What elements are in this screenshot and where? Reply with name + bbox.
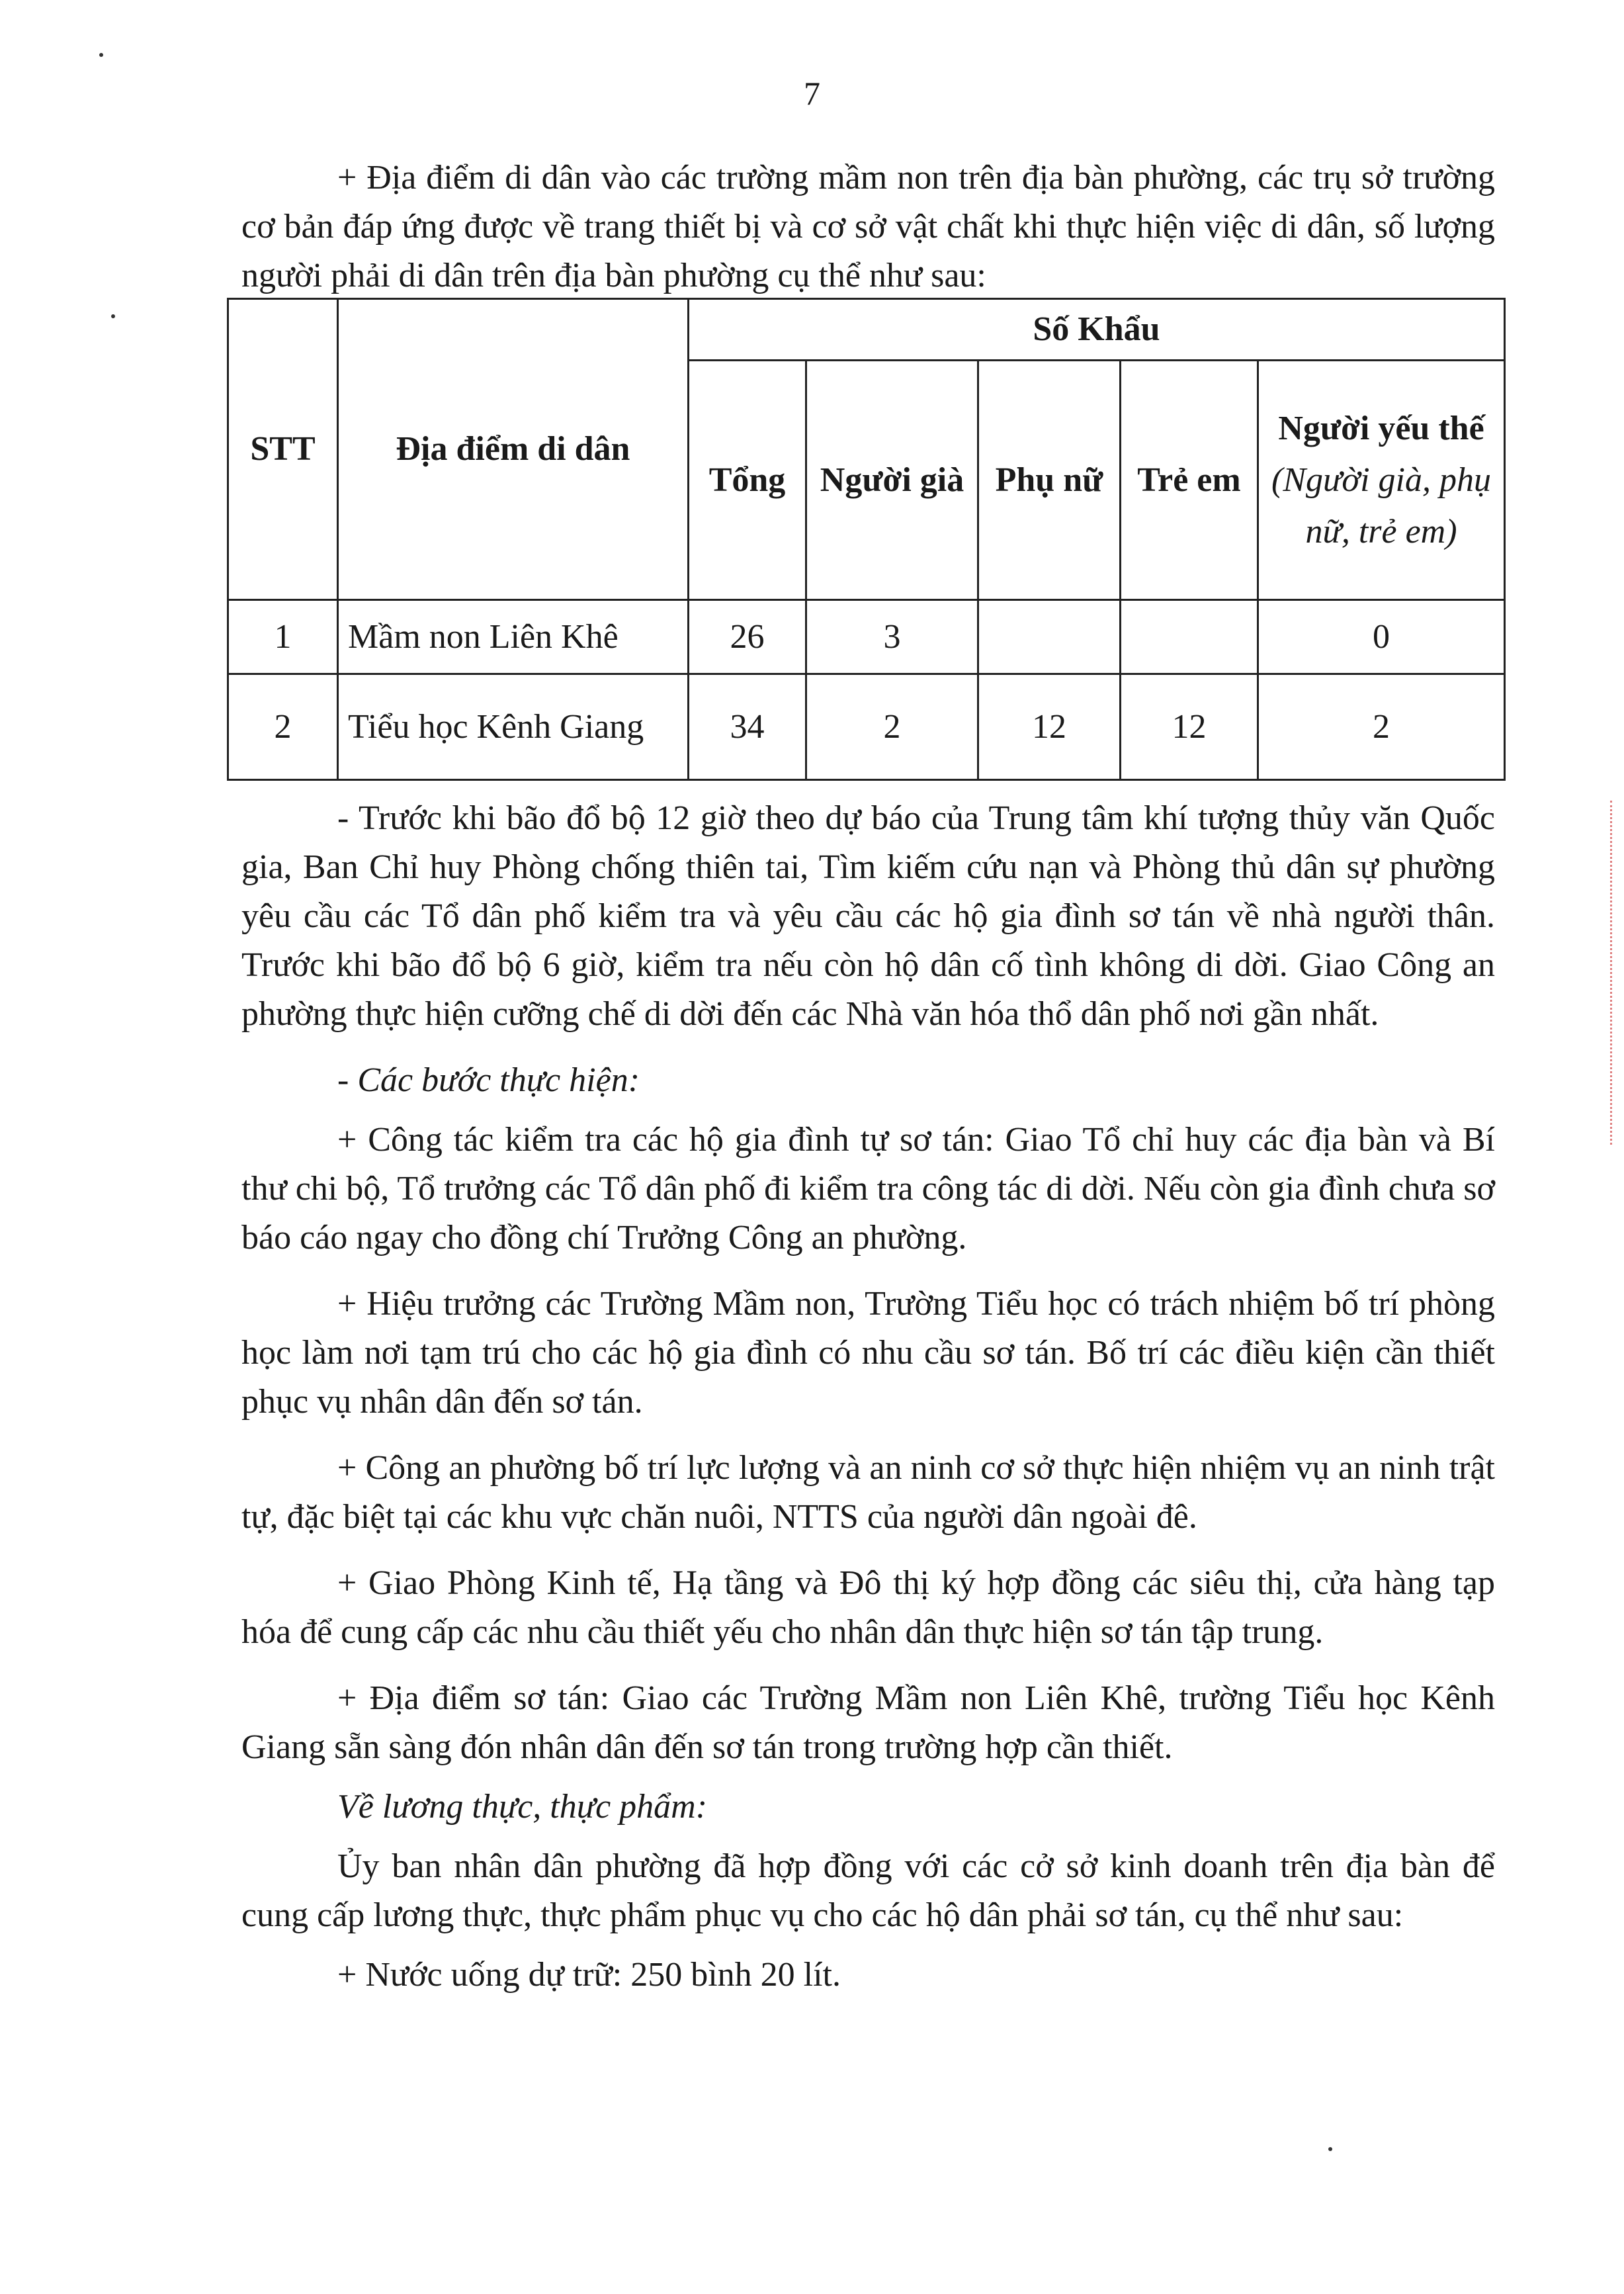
table-row	[228, 674, 1505, 780]
cell-stt: 1	[228, 600, 338, 674]
paragraph-food-heading: Về lương thực, thực phẩm:	[337, 1788, 708, 1826]
population-table	[227, 298, 1506, 781]
scan-speck	[99, 53, 103, 57]
cell-location: Mầm non Liên Khê	[338, 600, 689, 674]
scan-speck	[111, 314, 115, 318]
cell-total: 34	[689, 674, 806, 780]
table-header-row-1	[228, 299, 1505, 361]
header-vulnerable	[1258, 361, 1505, 600]
table-row	[228, 600, 1505, 674]
header-vulnerable-note: (Người già, phụ nữ, trẻ em)	[1271, 461, 1492, 551]
cell-total: 26	[689, 600, 806, 674]
cell-vulnerable: 0	[1258, 600, 1505, 674]
paragraph-school-principals: + Hiệu trưởng các Trường Mầm non, Trường Tiểu học có trách nhiệm bố trí phòng học làm nơi tạm trú cho các hộ gia đình có nhu cầu sơ tán. Bố trí các điều kiện cần thiết phục vụ nhân dân đến sơ tán.	[241, 1285, 1495, 1421]
header-population-group: Số Khẩu	[689, 299, 1505, 361]
paragraph-pre-storm: - Trước khi bão đổ bộ 12 giờ theo dự báo của Trung tâm khí tượng thủy văn Quốc gia, Ban Chỉ huy Phòng chống thiên tai, Tìm kiếm cứu nạn và Phòng thủ dân sự phường yêu cầu các Tổ dân phố kiểm tra và yêu cầu các hộ gia đình sơ tán về nhà người thân. Trước khi bão đổ bộ 6 giờ, kiểm tra nếu còn hộ dân cố tình không di dời. Giao Công an phường thực hiện cưỡng chế di dời đến các Nhà văn hóa thổ dân phố nơi gần nhất.	[241, 799, 1495, 1033]
header-elderly: Người già	[806, 361, 978, 600]
cell-vulnerable: 2	[1258, 674, 1505, 780]
cell-stt: 2	[228, 674, 338, 780]
cell-elderly: 2	[806, 674, 978, 780]
body-section	[241, 794, 1495, 2000]
paragraph-household-check: + Công tác kiểm tra các hộ gia đình tự sơ tán: Giao Tổ chỉ huy các địa bàn và Bí thư chi bộ, Tổ trưởng các Tổ dân phố đi kiểm tra công tác di dời. Nếu còn gia đình chưa sơ báo cáo ngay cho đồng chí Trưởng Công an phường.	[241, 1121, 1495, 1257]
paragraph-police: + Công an phường bố trí lực lượng và an ninh cơ sở thực hiện nhiệm vụ an ninh trật tự, đặc biệt tại các khu vực chăn nuôi, NTTS của người dân ngoài đê.	[241, 1449, 1495, 1536]
header-vulnerable-label: Người yếu thế	[1278, 409, 1484, 447]
header-children: Trẻ em	[1121, 361, 1258, 600]
evacuation-table	[227, 298, 1504, 781]
cell-women	[978, 600, 1121, 674]
cell-children	[1121, 600, 1258, 674]
paragraph-steps-heading: - Các bước thực hiện:	[337, 1061, 640, 1099]
paragraph-evacuation-sites: + Địa điểm sơ tán: Giao các Trường Mầm non Liên Khê, trường Tiểu học Kênh Giang sẵn sàng đón nhân dân đến sơ tán trong trường hợp cần thiết.	[241, 1679, 1495, 1766]
paragraph-water-reserve: + Nước uống dự trữ: 250 bình 20 lít.	[337, 1956, 841, 1994]
margin-stamp-mark	[1610, 801, 1624, 1145]
page-number: 7	[804, 75, 820, 112]
intro-section	[241, 154, 1495, 300]
scan-speck	[1328, 2147, 1332, 2151]
header-stt: STT	[228, 299, 338, 600]
header-location: Địa điểm di dân	[338, 299, 689, 600]
cell-location: Tiểu học Kênh Giang	[338, 674, 689, 780]
header-total: Tổng	[689, 361, 806, 600]
intro-paragraph: + Địa điểm di dân vào các trường mầm non trên địa bàn phường, các trụ sở trường cơ bản đáp ứng được về trang thiết bị và cơ sở vật chất khi thực hiện việc di dân, số lượng người phải di dân trên địa bàn phường cụ thể như sau:	[241, 159, 1495, 294]
paragraph-economic-office: + Giao Phòng Kinh tế, Hạ tầng và Đô thị ký hợp đồng các siêu thị, cửa hàng tạp hóa để cung cấp các nhu cầu thiết yếu cho nhân dân thực hiện sơ tán tập trung.	[241, 1564, 1495, 1651]
cell-women: 12	[978, 674, 1121, 780]
paragraph-food-contract: Ủy ban nhân dân phường đã hợp đồng với các cở sở kinh doanh trên địa bàn để cung cấp lương thực, thực phẩm phục vụ cho các hộ dân phải sơ tán, cụ thể như sau:	[241, 1847, 1495, 1934]
cell-children: 12	[1121, 674, 1258, 780]
header-women: Phụ nữ	[978, 361, 1121, 600]
cell-elderly: 3	[806, 600, 978, 674]
